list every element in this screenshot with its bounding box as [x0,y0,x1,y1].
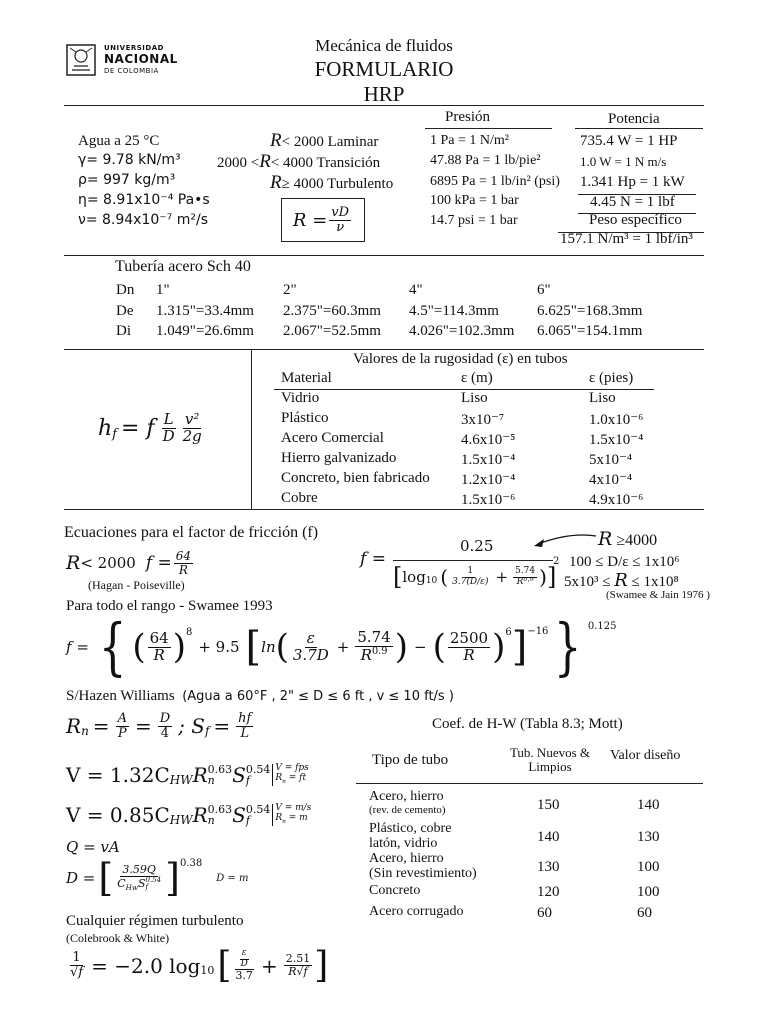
water-rho: ρ= 997 kg/m³ [78,172,176,188]
hazen-velocity-si: V = 0.85C $_{HW}$ R 0.63 n S 0.54 f V = m/s $R_n = m$ [66,803,312,827]
pipe-cell: 6.065"=154.1mm [537,323,643,339]
hydraulic-radius-formula: R $_n$ = $\frac{A}{P}$ = $\frac{D}{4}$ ; S $_f$ = $\frac{hf}{L}$ [66,711,252,741]
hw-col-design: Valor diseño [610,748,681,763]
swamee-jain-range-1: 100 ≤ D/ε ≤ 1x10⁶ [569,554,680,570]
specific-weight-header: Peso específico [589,212,682,228]
divider [64,349,704,350]
pipe-row-label: Di [116,323,131,339]
roughness-material: Hierro galvanizado [281,450,397,466]
swamee-formula: f = { ( $\frac{64}{R}$ ) $^8$ + 9.5 [ ln ( $\frac{\varepsilon}{3.7D}$ + $\frac{5.74}{R^{0.9}}$ ) − ( $\frac{2500}{R}$ ) $^6$ ] $^{-16}$ } $^{0.125}$ [66,610,617,683]
hw-row-subtype: (rev. de cemento) [369,804,446,816]
roughness-value-ft: 1.0x10⁻⁶ [589,412,644,428]
hagen-reference: (Hagan - Poiseville) [88,578,185,592]
pipe-cell: 1.315"=33.4mm [156,303,254,319]
colebrook-reference: (Colebrook & White) [66,931,170,945]
header-author: HRP [363,82,405,106]
pipe-cell: 2" [283,282,297,298]
hw-table-header-rule [356,783,703,784]
water-gamma: γ= 9.78 kN/m³ [78,152,181,168]
roughness-value-m: Liso [461,390,488,406]
power-underline [575,128,703,129]
arrow-icon [530,530,600,552]
pressure-item-2: 47.88 Pa = 1 lb/pie² [430,153,541,168]
logo-line3: DE COLOMBIA [104,67,159,75]
regime-laminar: R< 2000 Laminar [270,130,379,151]
swamee-jain-numerator: 0.25 [460,537,494,555]
hw-col-new: Tub. Nuevos & Limpios [509,745,591,774]
divider [64,255,704,256]
hw-value-new: 60 [537,905,552,921]
pipe-cell: 2.375"=60.3mm [283,303,381,319]
roughness-title: Valores de la rugosidad (ε) en tubos [353,351,568,367]
pipe-cell: 1.049"=26.6mm [156,323,254,339]
pressure-item-1: 1 Pa = 1 N/m² [430,133,509,148]
header-subject: Mecánica de fluidos [315,36,453,55]
swamee-jain-lhs: f = [360,549,386,569]
divider-vertical [251,349,252,509]
roughness-value-ft: 4.9x10⁻⁶ [589,492,644,508]
power-item-1: 735.4 W = 1 HP [580,133,678,149]
pipe-cell: 6.625"=168.3mm [537,303,643,319]
pipe-cell: 4.026"=102.3mm [409,323,515,339]
hw-value-design: 100 [637,859,660,875]
divider [64,105,704,106]
hw-value-new: 120 [537,884,560,900]
power-item-4: 4.45 N = 1 lbf [590,194,675,210]
roughness-value-m: 4.6x10⁻⁵ [461,432,516,448]
specific-weight-value: 157.1 N/m³ = 1 lbf/in³ [560,231,693,247]
pipe-row-label: Dn [116,282,135,298]
reynolds-formula: R = $\frac{vD}{\nu}$ [281,198,365,242]
roughness-col-m: ε (m) [461,370,493,386]
roughness-material: Concreto, bien fabricado [281,470,430,486]
roughness-value-ft: 4x10⁻⁴ [589,472,633,488]
roughness-value-ft: 1.5x10⁻⁴ [589,432,644,448]
hazen-velocity-us: V = 1.32C $_{HW}$ R 0.63 n S 0.54 f V = fps $R_n$ = ft [66,763,309,787]
water-eta: η= 8.91x10⁻⁴ Pa•s [78,192,210,208]
pipe-cell: 4" [409,282,423,298]
regime-transition: 2000 <R< 4000 Transición [217,151,381,172]
water-title: Agua a 25 °C [78,133,160,149]
colebrook-title: Cualquier régimen turbulento [66,913,244,929]
hw-value-new: 140 [537,829,560,845]
swamee-jain-condition: R ≥4000 [598,528,658,550]
roughness-col-ft: ε (pies) [589,370,634,386]
pressure-item-4: 100 kPa = 1 bar [430,193,519,208]
pipe-cell: 1" [156,282,170,298]
regime-turbulent: R≥ 4000 Turbulento [270,172,394,193]
pipe-cell: 4.5"=114.3mm [409,303,499,319]
roughness-material: Cobre [281,490,318,506]
pipe-row-label: De [116,303,134,319]
pipe-title: Tubería acero Sch 40 [115,258,251,275]
hw-value-design: 60 [637,905,652,921]
logo-line1: UNIVERSIDAD [104,44,164,52]
hw-row-type: Plástico, cobre [369,821,452,836]
hw-value-design: 140 [637,797,660,813]
pipe-cell: 2.067"=52.5mm [283,323,381,339]
swamee-jain-fraction-bar [393,560,553,561]
roughness-value-m: 3x10⁻⁷ [461,412,505,428]
friction-title: Ecuaciones para el factor de fricción (f) [64,524,319,541]
hw-table-title: Coef. de H-W (Tabla 8.3; Mott) [432,716,623,732]
hw-value-design: 130 [637,829,660,845]
swamee-jain-reference: (Swamee & Jain 1976 ) [606,589,710,601]
swamee-jain-range-2: 5x10³ ≤ R ≤ 1x10⁸ [564,570,679,591]
roughness-value-m: 1.2x10⁻⁴ [461,472,516,488]
divider [64,509,704,510]
roughness-material: Plástico [281,410,329,426]
hw-row-subtype: (Sin revestimiento) [369,866,477,881]
darcy-weisbach-formula: h $_f$ = f $\frac{L}{D}$ $\frac{\text{v²}}{2g}$ [98,410,202,445]
hw-value-design: 100 [637,884,660,900]
hw-col-type: Tipo de tubo [372,752,449,768]
continuity-formula: Q = vA [66,838,120,856]
hw-value-new: 150 [537,797,560,813]
pressure-underline [425,128,552,129]
colebrook-formula: $\frac{1}{√f}$ = −2.0 log $_{10}$ [ $\frac{\frac{\varepsilon}{D}}{3.7}$ + $\frac{2.51}{R√f}$ ] [70,945,329,986]
pressure-item-3: 6895 Pa = 1 lb/in² (psi) [430,174,560,189]
power-item-2: 1.0 W = 1 N m/s [580,154,667,169]
hazen-title: S/Hazen Williams (Agua a 60°F , 2" ≤ D ≤ 6 ft , v ≤ 10 ft/s ) [66,688,454,704]
roughness-material: Vidrio [281,390,320,406]
roughness-value-m: 1.5x10⁻⁴ [461,452,516,468]
roughness-value-ft: 5x10⁻⁴ [589,452,633,468]
pipe-cell: 6" [537,282,551,298]
power-item-3: 1.341 Hp = 1 kW [580,174,685,190]
hw-row-type: Concreto [369,883,421,898]
swamee-title: Para todo el rango - Swamee 1993 [66,598,273,614]
roughness-col-material: Material [281,370,332,386]
swamee-jain-denominator: [ log $_{10}$ ( $\frac{1}{3.7(D/\varepsilon)}$ + $\frac{5.74}{\text{R⁰·⁹}}$ ) ] [393,563,557,591]
laminar-friction-formula: R < 2000 f = $\frac{64}{R}$ [66,549,192,577]
power-header: Potencia [608,111,660,127]
swamee-jain-exponent: 2 [553,556,560,567]
hazen-diameter-formula: D = [ 3.59Q $C_{Hw}S$ 0.54 f ] $^{0.38}$ D = m [66,856,249,900]
hw-row-type: Acero, hierro [369,851,444,866]
pressure-header: Presión [445,109,490,125]
hw-row-type: Acero, hierro [369,789,444,804]
roughness-material: Acero Comercial [281,430,384,446]
roughness-value-m: 1.5x10⁻⁶ [461,492,516,508]
logo-line2: NACIONAL [104,52,178,66]
hw-row-type: Acero corrugado [369,904,464,919]
hw-row-subtype: latón, vidrio [369,836,438,851]
water-nu: ν= 8.94x10⁻⁷ m²/s [78,212,208,228]
pressure-item-5: 14.7 psi = 1 bar [430,213,518,228]
roughness-value-ft: Liso [589,390,616,406]
header-title: FORMULARIO [314,57,454,81]
hw-value-new: 130 [537,859,560,875]
